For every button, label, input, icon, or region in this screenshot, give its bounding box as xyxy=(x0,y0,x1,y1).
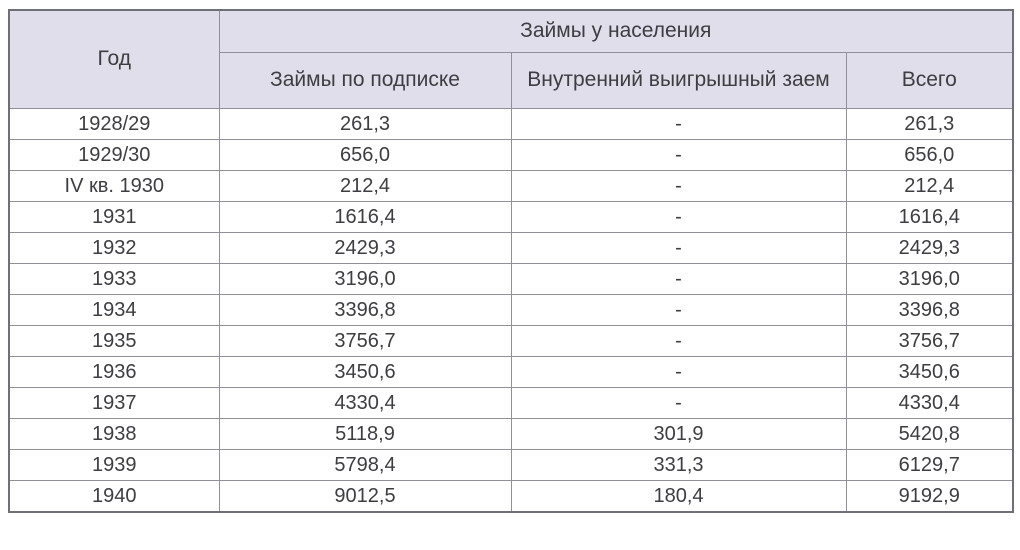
lottery-cell: - xyxy=(511,140,846,171)
table-row xyxy=(9,233,1013,264)
total-cell: 3196,0 xyxy=(846,264,1013,295)
subscription-cell: 2429,3 xyxy=(219,233,511,264)
subscription-cell: 3196,0 xyxy=(219,264,511,295)
subscription-cell: 4330,4 xyxy=(219,388,511,419)
total-cell: 3450,6 xyxy=(846,357,1013,388)
header-group-row xyxy=(9,10,1013,53)
year-cell: 1935 xyxy=(9,326,219,357)
subscription-cell: 3756,7 xyxy=(219,326,511,357)
lottery-cell: 180,4 xyxy=(511,481,846,513)
lottery-cell: 331,3 xyxy=(511,450,846,481)
table-row xyxy=(9,140,1013,171)
total-cell: 4330,4 xyxy=(846,388,1013,419)
total-cell: 6129,7 xyxy=(846,450,1013,481)
lottery-cell: - xyxy=(511,109,846,140)
lottery-cell: - xyxy=(511,326,846,357)
year-cell: 1937 xyxy=(9,388,219,419)
subscription-cell: 5118,9 xyxy=(219,419,511,450)
column-header-subscription-loans: Займы по подписке xyxy=(219,53,511,109)
table-row xyxy=(9,326,1013,357)
column-header-internal-lottery-loan: Внутренний выигрышный заем xyxy=(511,53,846,109)
lottery-cell: - xyxy=(511,295,846,326)
table-row xyxy=(9,450,1013,481)
table-body xyxy=(9,109,1013,513)
column-header-year: Год xyxy=(9,10,219,109)
year-cell: 1939 xyxy=(9,450,219,481)
total-cell: 9192,9 xyxy=(846,481,1013,513)
total-cell: 1616,4 xyxy=(846,202,1013,233)
year-cell: 1940 xyxy=(9,481,219,513)
table-row xyxy=(9,388,1013,419)
subscription-cell: 3396,8 xyxy=(219,295,511,326)
table-row xyxy=(9,264,1013,295)
lottery-cell: - xyxy=(511,171,846,202)
year-cell: 1929/30 xyxy=(9,140,219,171)
subscription-cell: 656,0 xyxy=(219,140,511,171)
table-row xyxy=(9,419,1013,450)
loans-table xyxy=(8,9,1014,513)
lottery-cell: - xyxy=(511,233,846,264)
year-cell: 1936 xyxy=(9,357,219,388)
table-header xyxy=(9,10,1013,109)
lottery-cell: - xyxy=(511,357,846,388)
lottery-cell: 301,9 xyxy=(511,419,846,450)
table-row xyxy=(9,357,1013,388)
total-cell: 5420,8 xyxy=(846,419,1013,450)
total-cell: 212,4 xyxy=(846,171,1013,202)
lottery-cell: - xyxy=(511,202,846,233)
total-cell: 656,0 xyxy=(846,140,1013,171)
subscription-cell: 212,4 xyxy=(219,171,511,202)
table-row xyxy=(9,202,1013,233)
year-cell: 1934 xyxy=(9,295,219,326)
table-row xyxy=(9,295,1013,326)
table-row xyxy=(9,109,1013,140)
subscription-cell: 9012,5 xyxy=(219,481,511,513)
subscription-cell: 5798,4 xyxy=(219,450,511,481)
subscription-cell: 261,3 xyxy=(219,109,511,140)
subscription-cell: 3450,6 xyxy=(219,357,511,388)
total-cell: 261,3 xyxy=(846,109,1013,140)
year-cell: 1928/29 xyxy=(9,109,219,140)
year-cell: 1933 xyxy=(9,264,219,295)
lottery-cell: - xyxy=(511,264,846,295)
subscription-cell: 1616,4 xyxy=(219,202,511,233)
total-cell: 3756,7 xyxy=(846,326,1013,357)
lottery-cell: - xyxy=(511,388,846,419)
year-cell: 1931 xyxy=(9,202,219,233)
total-cell: 2429,3 xyxy=(846,233,1013,264)
column-header-total: Всего xyxy=(846,53,1013,109)
year-cell: 1932 xyxy=(9,233,219,264)
table-row xyxy=(9,171,1013,202)
year-cell: 1938 xyxy=(9,419,219,450)
year-cell: IV кв. 1930 xyxy=(9,171,219,202)
total-cell: 3396,8 xyxy=(846,295,1013,326)
group-header-loans-from-population: Займы у населения xyxy=(219,10,1013,53)
table-row xyxy=(9,481,1013,513)
